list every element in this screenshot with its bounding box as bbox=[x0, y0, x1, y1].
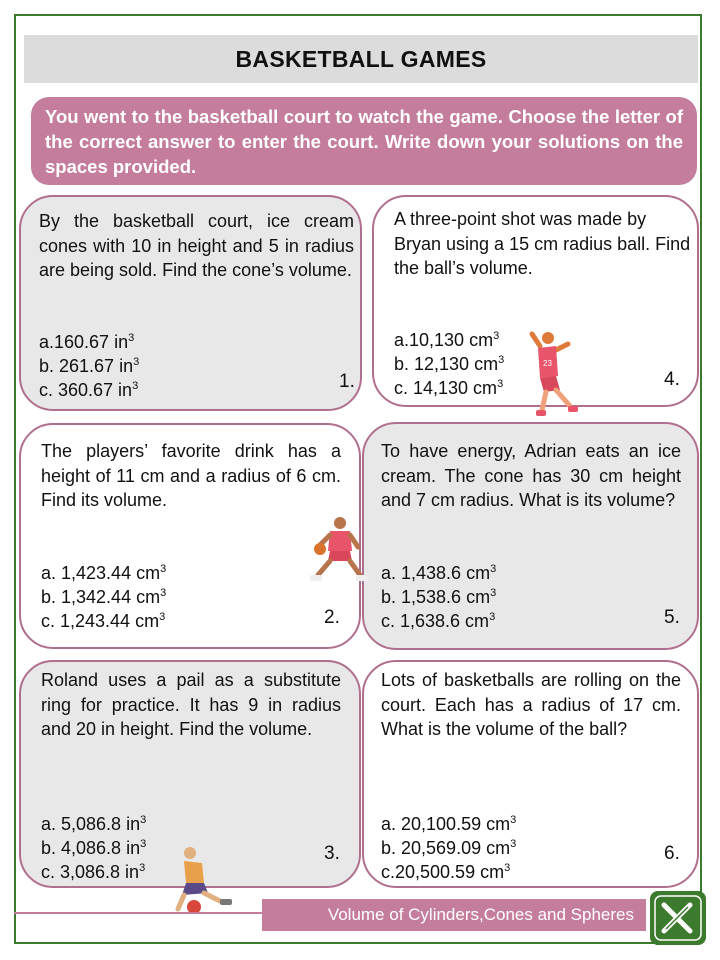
option-a[interactable]: a.160.67 $in^3$ bbox=[39, 332, 135, 352]
footer-line bbox=[14, 912, 264, 914]
option-a[interactable]: a. 1,438.6 $cm^3$ bbox=[381, 563, 497, 583]
option-a[interactable]: a. 1,423.44 $cm^3$ bbox=[41, 563, 167, 583]
jersey-number: 23 bbox=[543, 359, 552, 368]
option-a[interactable]: a. 20,100.59 $cm^3$ bbox=[381, 814, 517, 834]
option-c[interactable]: c.20,500.59 $cm^3$ bbox=[381, 862, 511, 882]
option-b[interactable]: b. 12,130 $cm^3$ bbox=[394, 354, 505, 374]
option-c[interactable]: c. 1,243.44 $cm^3$ bbox=[41, 611, 166, 631]
answer-options bbox=[381, 812, 516, 884]
question-number: 6. bbox=[664, 843, 680, 864]
footer-banner bbox=[262, 899, 646, 931]
question-number: 5. bbox=[664, 607, 680, 628]
answer-options bbox=[39, 330, 139, 402]
answer-options bbox=[41, 561, 166, 633]
option-a[interactable]: a.10,130 $cm^3$ bbox=[394, 330, 500, 350]
option-b[interactable]: b. 1,342.44 $cm^3$ bbox=[41, 587, 167, 607]
option-c[interactable]: c. 14,130 $cm^3$ bbox=[394, 378, 504, 398]
option-b[interactable]: b. 261.67 $in^3$ bbox=[39, 356, 140, 376]
question-text: A three-point shot was made by Bryan using a 15 cm radius ball. Find the ball’s volume. bbox=[394, 209, 691, 278]
question-number: 2. bbox=[324, 607, 340, 628]
option-a[interactable]: a. 5,086.8 $in^3$ bbox=[41, 814, 147, 834]
question-text: The players’ favorite drink has a height of 11 cm and a radius of 6 cm. Find its volume. bbox=[41, 441, 341, 510]
question-number: 1. bbox=[339, 371, 355, 392]
option-b[interactable]: b. 4,086.8 $in^3$ bbox=[41, 838, 147, 858]
footer-title: Volume of Cylinders,Cones and Spheres bbox=[327, 905, 634, 924]
page-title: BASKETBALL GAMES bbox=[235, 45, 487, 72]
option-b[interactable]: b. 20,569.09 $cm^3$ bbox=[381, 838, 517, 858]
question-card-5 bbox=[362, 422, 699, 650]
option-c[interactable]: c. 1,638.6 $cm^3$ bbox=[381, 611, 496, 631]
kneeling-player-icon bbox=[164, 845, 236, 917]
dribbling-player-icon bbox=[306, 515, 370, 585]
instructions: You went to the basketball court to watch the game. Choose the letter of the correct answer to enter the court. Write down your solutions on the spaces provided. bbox=[31, 97, 697, 185]
option-c[interactable]: c. 360.67 $in^3$ bbox=[39, 380, 139, 400]
question-number: 4. bbox=[664, 369, 680, 390]
jumping-player-icon bbox=[522, 330, 586, 422]
question-text: Roland uses a pail as a substitute ring for practice. It has 9 in radius and 20 in height. Find the volume. bbox=[41, 670, 341, 739]
pencil-ruler-logo-icon bbox=[650, 891, 706, 945]
question-text: To have energy, Adrian eats an ice cream. The cone has 30 cm height and 7 cm radius. What is its volume? bbox=[381, 441, 681, 510]
question-text: Lots of basketballs are rolling on the court. Each has a radius of 17 cm. What is the volume of the ball? bbox=[381, 670, 681, 739]
title-bar bbox=[24, 35, 698, 83]
option-c[interactable]: c. 3,086.8 $in^3$ bbox=[41, 862, 146, 882]
answer-options bbox=[381, 561, 496, 633]
answer-options bbox=[394, 328, 504, 400]
question-card-1 bbox=[19, 195, 362, 411]
option-b[interactable]: b. 1,538.6 $cm^3$ bbox=[381, 587, 497, 607]
answer-options bbox=[41, 812, 146, 884]
question-text: By the basketball court, ice cream cones with 10 in height and 5 in radius are being sold. Find the cone’s volume. bbox=[39, 211, 354, 280]
question-card-6 bbox=[362, 660, 699, 888]
question-number: 3. bbox=[324, 843, 340, 864]
